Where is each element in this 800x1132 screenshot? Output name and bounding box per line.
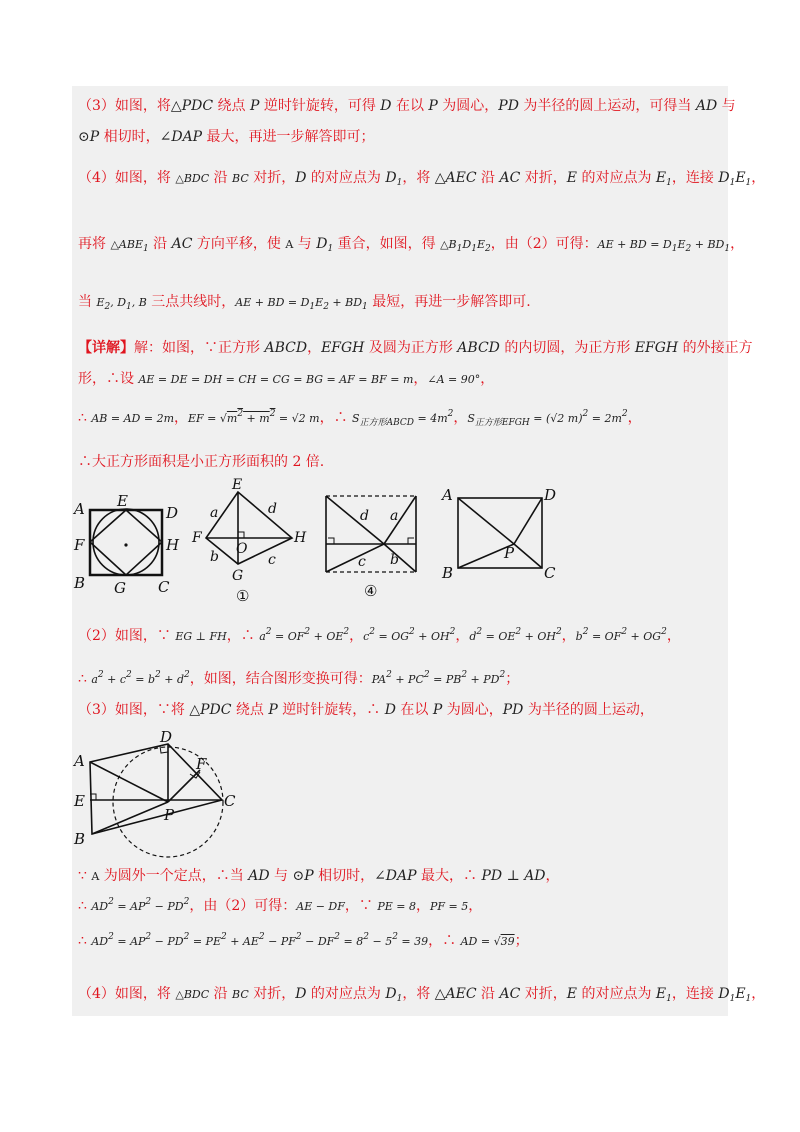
svg-text:④: ④ bbox=[364, 582, 378, 600]
svg-text:d: d bbox=[360, 508, 369, 524]
svg-text:E: E bbox=[117, 492, 128, 510]
svg-text:P: P bbox=[504, 544, 515, 562]
svg-text:b: b bbox=[390, 552, 399, 568]
svg-text:P: P bbox=[164, 806, 175, 824]
svg-text:F: F bbox=[74, 536, 85, 554]
text-line-1: （3）如图，将△PDC 绕点 P 逆时针旋转，可得 D 在以 P 为圆心，PD 为半径的圆上运动，可得当 AD 与 bbox=[78, 98, 736, 114]
svg-text:D: D bbox=[166, 504, 179, 522]
svg-text:B: B bbox=[74, 574, 86, 592]
figure-kite-1 bbox=[188, 476, 318, 611]
figure-rotation-circle bbox=[72, 724, 252, 856]
svg-text:F: F bbox=[196, 755, 207, 773]
svg-text:D: D bbox=[160, 728, 173, 746]
svg-text:G: G bbox=[232, 568, 244, 584]
svg-text:a: a bbox=[390, 508, 399, 524]
text-line-10: （2）如图，∵ EG ⊥ FH，∴ $a^2 = OF^2 + OE^2$，$c^2 = OG^2 + OH^2$，$d^2 = OE^2 + OH^2$，$b^2 = OF^2 + OG^2$， bbox=[78, 627, 681, 644]
text-line-4: 再将 $\triangle ABE_1$ 沿 AC 方向平移，使 A 与 $D_1$ 重合，如图，得 $\triangle B_1D_1E_2$，由（2）可得：AE + BD = $D_1E_2 + BD_1$， bbox=[78, 236, 745, 254]
svg-text:A: A bbox=[442, 486, 453, 504]
svg-text:E: E bbox=[232, 477, 243, 493]
svg-text:C: C bbox=[158, 578, 170, 596]
text-line-16: （4）如图，将 △BDC 沿 BC 对折，D 的对应点为 $D_1$，将 △AEC 沿 AC 对折，E 的对应点为 $E_1$，连接 $D_1E_1$， bbox=[78, 986, 766, 1004]
figure-rectangle-4 bbox=[320, 490, 424, 610]
svg-text:B: B bbox=[442, 564, 454, 582]
text-line-15: ∴ $AD^2 = AP^2 - PD^2 = PE^2 + AE^2 - PF^2 - DF^2 = 8^2 - 5^2 = 39$，∴ AD = √39； bbox=[78, 932, 529, 949]
text-line-2: ⊙P 相切时，∠DAP 最大，再进一步解答即可； bbox=[78, 129, 375, 145]
svg-text:C: C bbox=[544, 564, 556, 582]
svg-text:A: A bbox=[74, 752, 85, 770]
svg-text:O: O bbox=[236, 541, 248, 557]
svg-text:C: C bbox=[224, 792, 236, 810]
svg-text:D: D bbox=[544, 486, 557, 504]
svg-text:E: E bbox=[74, 792, 85, 810]
svg-text:F: F bbox=[192, 530, 202, 546]
text-line-12: （3）如图，∵将 △PDC 绕点 P 逆时针旋转，∴ D 在以 P 为圆心，PD 为半径的圆上运动， bbox=[78, 702, 654, 718]
text-line-7: 形，∴设 AE = DE = DH = CH = CG = BG = AF = BF = m，∠A = 90°， bbox=[78, 371, 495, 387]
figure-squares-circle bbox=[72, 490, 192, 600]
svg-text:d: d bbox=[268, 501, 277, 517]
svg-text:A: A bbox=[74, 500, 85, 518]
svg-text:B: B bbox=[74, 830, 86, 848]
text-line-13: ∵ A 为圆外一个定点，∴当 AD 与 ⊙P 相切时，∠DAP 最大，∴ PD ⊥ AD， bbox=[78, 868, 560, 884]
svg-text:H: H bbox=[166, 536, 180, 554]
text-line-5: 当 $E_2$, $D_1$, B 三点共线时，AE + BD = $D_1E_2 + BD_1$ 最短，再进一步解答即可. bbox=[78, 294, 531, 312]
text-line-8: ∴ AB = AD = 2m，EF = $√m^2 + m^2 = √2$ m，∴ $S_{正方形ABCD} = 4m^2$，$S_{正方形EFGH} = (√2$ $m)^2 = 2m^2$， bbox=[78, 409, 642, 428]
svg-text:①: ① bbox=[236, 587, 250, 605]
text-line-6: 【详解】解：如图，∵正方形 ABCD，EFGH 及圆为正方形 ABCD 的内切圆，为正方形 EFGH 的外接正方 bbox=[78, 340, 753, 356]
svg-text:H: H bbox=[294, 530, 307, 546]
text-line-3: （4）如图，将 △BDC 沿 BC 对折，D 的对应点为 $D_1$，将 △AEC 沿 AC 对折，E 的对应点为 $E_1$，连接 $D_1E_1$， bbox=[78, 170, 766, 188]
svg-text:c: c bbox=[358, 554, 366, 570]
svg-text:c: c bbox=[268, 552, 276, 568]
svg-text:G: G bbox=[114, 579, 126, 597]
text-line-9: ∴大正方形面积是小正方形面积的 2 倍. bbox=[78, 454, 325, 470]
svg-text:a: a bbox=[210, 505, 219, 521]
svg-text:b: b bbox=[210, 549, 219, 565]
text-line-11: ∴ $a^2 + c^2 = b^2 + d^2$，如图，结合图形变换可得：$PA^2 + PC^2 = PB^2 + PD^2$； bbox=[78, 670, 520, 687]
figure-rectangle-p bbox=[438, 486, 568, 586]
text-line-14: ∴ $AD^2 = AP^2 - PD^2$，由（2）可得：AE − DF，∵ PE = 8，PF = 5， bbox=[78, 897, 483, 914]
